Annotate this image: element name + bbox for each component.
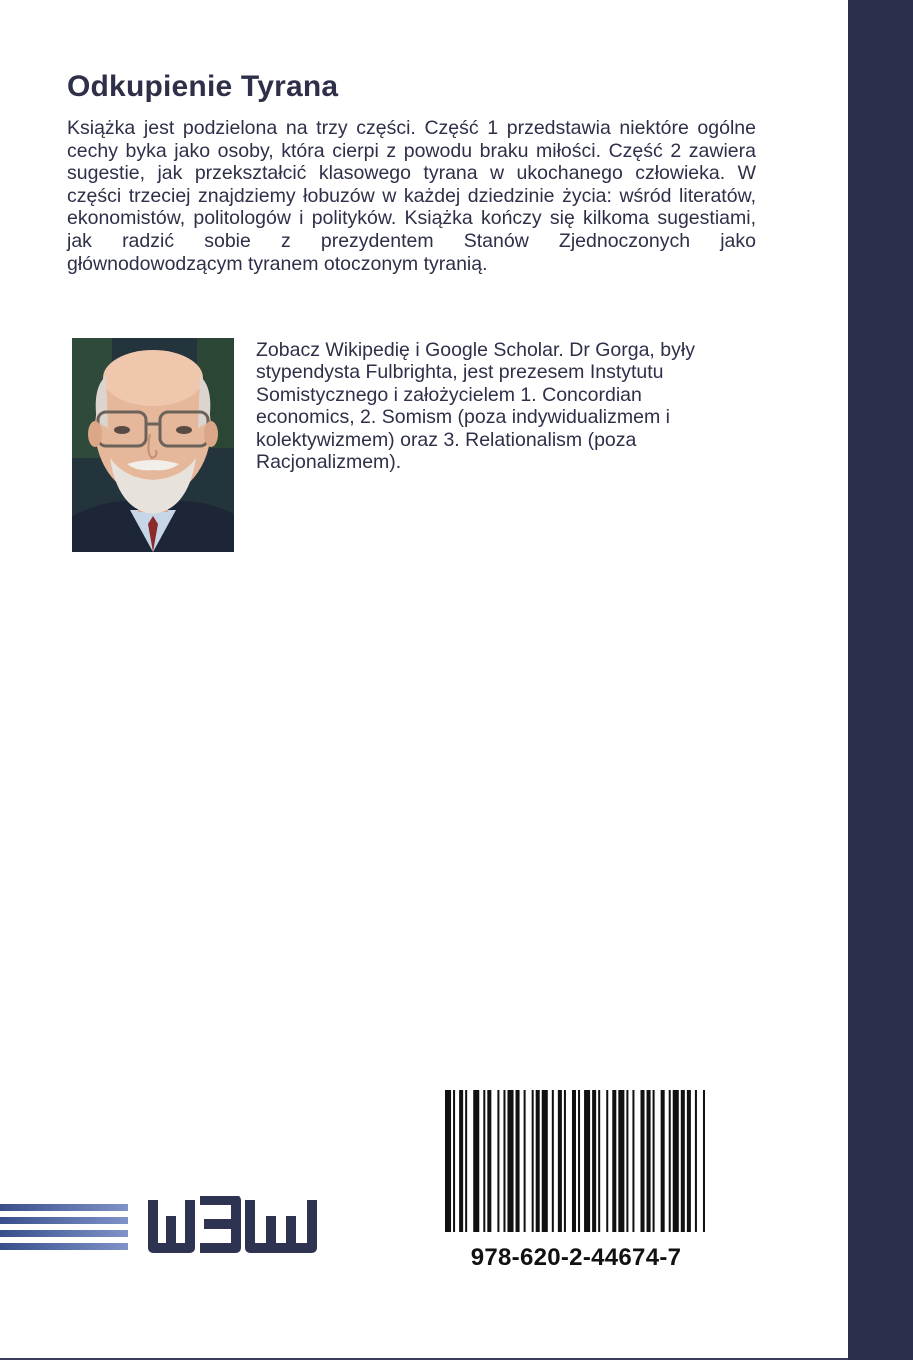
book-description: Książka jest podzielona na trzy części. Część 1 przedstawia niektóre ogólne cechy byka jako osoby, która cierpi z powodu braku miłości. Część 2 zawiera sugestie, jak przekształcić klasowego tyrana w ukochanego człowieka. W części trzeciej znajdziemy łobuzów w każdej dziedzinie życia: wśród literatów, ekonomistów, politologów i polityków. Książka kończy się kilkoma sugestiami, jak radzić sobie z prezydentem Stanów Zjednoczonych jako głównodowodzącym tyranem otoczonym tyranią. (67, 117, 756, 275)
publisher-logo-icon (0, 1196, 322, 1258)
author-bio: Zobacz Wikipedię i Google Scholar. Dr Gorga, były stypendysta Fulbrighta, jest prezesem Instytutu Somistycznego i założycielem 1. Concordian economics, 2. Somism (poza indywidualizmem i kolektywizmem) oraz 3. Relationalism (poza Racjonalizmem). (256, 339, 695, 474)
barcode-icon (445, 1090, 707, 1232)
author-portrait-icon (72, 338, 234, 552)
isbn-number: 978-620-2-44674-7 (470, 1244, 682, 1271)
book-spine (848, 0, 913, 1360)
book-title: Odkupienie Tyrana (67, 70, 339, 103)
